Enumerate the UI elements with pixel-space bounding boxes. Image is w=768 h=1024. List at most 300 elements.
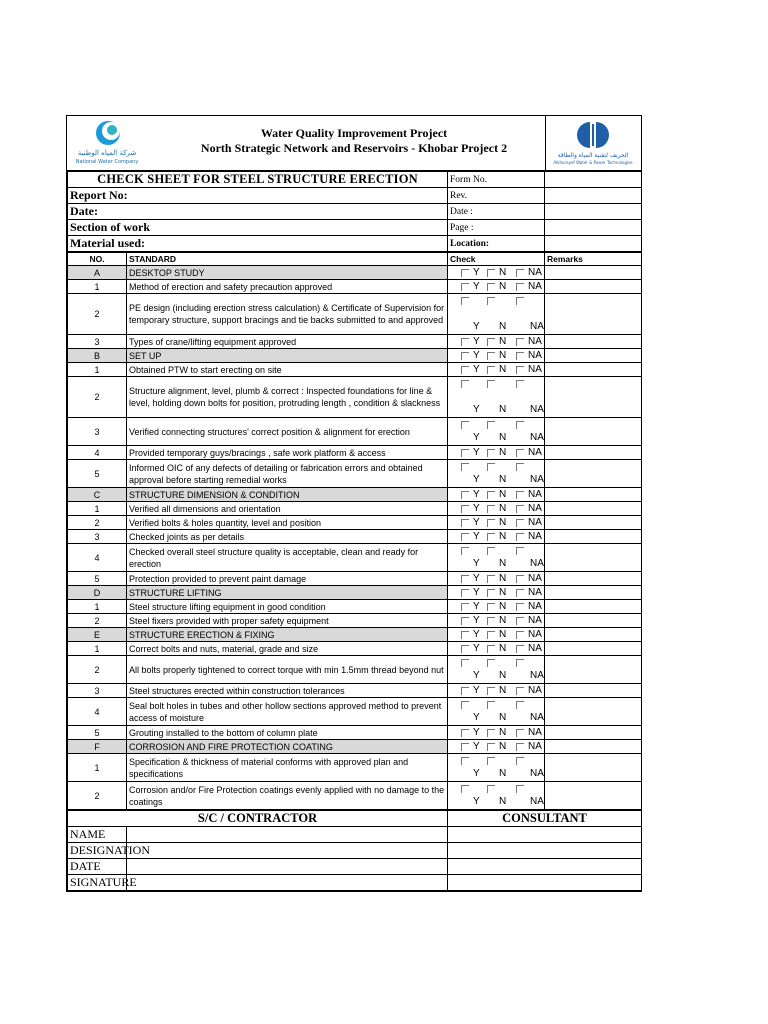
- rev-value[interactable]: [545, 188, 642, 204]
- checkbox-y[interactable]: [461, 366, 469, 374]
- option-y-label: Y: [473, 474, 480, 485]
- option-n-label: N: [499, 404, 507, 415]
- checkbox-na[interactable]: [516, 645, 524, 653]
- option-y-label: Y: [473, 670, 480, 681]
- rev-label: Rev.: [448, 188, 545, 204]
- contractor-field[interactable]: [127, 843, 448, 859]
- checkbox-n[interactable]: [487, 645, 495, 653]
- option-na-label: NA: [528, 336, 542, 347]
- checkbox-na[interactable]: [516, 283, 524, 291]
- row-number: 2: [68, 377, 127, 418]
- report-no-label: Report No:: [68, 188, 448, 204]
- option-y-label: Y: [473, 336, 480, 347]
- checkbox-y[interactable]: [461, 575, 469, 583]
- checkbox-n[interactable]: [487, 617, 495, 625]
- checkbox-n[interactable]: [487, 283, 495, 291]
- row-number: 4: [68, 446, 127, 460]
- row-standard: Protection provided to prevent paint damage: [127, 572, 448, 586]
- row-standard: Steel fixers provided with proper safety equipment: [127, 614, 448, 628]
- option-na-label: NA: [528, 517, 542, 528]
- checkbox-n[interactable]: [487, 449, 495, 457]
- checkbox-y[interactable]: [461, 743, 469, 751]
- checkbox-na[interactable]: [516, 729, 524, 737]
- nwc-logo-en: National Water Company: [75, 159, 139, 165]
- row-check: [448, 572, 545, 586]
- contractor-field[interactable]: [127, 875, 448, 891]
- option-na-label: NA: [528, 350, 542, 361]
- checkbox-n[interactable]: [487, 491, 495, 499]
- table-row: [68, 754, 642, 782]
- table-row: [68, 460, 642, 488]
- checkbox-y[interactable]: [461, 491, 469, 499]
- signoff-label: NAME: [68, 827, 127, 843]
- row-standard: Structure alignment, level, plumb & correct : Inspected foundations for line & level, holding down bolts for position, protruding length , condition & slackness: [127, 377, 448, 418]
- checkbox-na[interactable]: [516, 631, 524, 639]
- row-standard: Verified all dimensions and orientation: [127, 502, 448, 516]
- checkbox-y[interactable]: [461, 589, 469, 597]
- table-row: [68, 418, 642, 446]
- option-y-label: Y: [473, 517, 480, 528]
- page-value[interactable]: [545, 220, 642, 236]
- row-remarks[interactable]: [545, 544, 642, 572]
- checkbox-y[interactable]: [461, 687, 469, 695]
- option-n-label: N: [499, 364, 507, 375]
- row-check: [448, 684, 545, 698]
- section-row: [68, 349, 642, 363]
- checkbox-na[interactable]: [516, 421, 524, 429]
- row-remarks[interactable]: [545, 628, 642, 642]
- checkbox-n[interactable]: [487, 757, 495, 765]
- option-y-label: Y: [473, 267, 480, 278]
- signoff-row: [68, 875, 642, 891]
- row-remarks[interactable]: [545, 600, 642, 614]
- option-na-label: NA: [528, 741, 542, 752]
- row-standard: Corrosion and/or Fire Protection coatings evenly applied with no damage to the coatings: [127, 782, 448, 810]
- option-n-label: N: [499, 601, 507, 612]
- checkbox-y[interactable]: [461, 645, 469, 653]
- checkbox-na[interactable]: [516, 366, 524, 374]
- row-number: B: [68, 349, 127, 363]
- contractor-heading: S/C / CONTRACTOR: [68, 811, 448, 827]
- row-remarks[interactable]: [545, 530, 642, 544]
- option-y-label: Y: [473, 432, 480, 443]
- row-check: [448, 544, 545, 572]
- option-n-label: N: [499, 321, 507, 332]
- row-remarks[interactable]: [545, 614, 642, 628]
- option-na-label: NA: [528, 281, 542, 292]
- row-remarks[interactable]: [545, 294, 642, 335]
- checkbox-n[interactable]: [487, 603, 495, 611]
- checkbox-na[interactable]: [516, 297, 524, 305]
- row-check: [448, 516, 545, 530]
- checkbox-n[interactable]: [487, 421, 495, 429]
- option-na-label: NA: [528, 601, 542, 612]
- page-label: Page :: [448, 220, 545, 236]
- option-n-label: N: [499, 432, 507, 443]
- option-y-label: Y: [473, 447, 480, 458]
- checkbox-na[interactable]: [516, 785, 524, 793]
- section-row: [68, 488, 642, 502]
- row-check: [448, 335, 545, 349]
- check-sheet: [66, 115, 642, 892]
- checkbox-na[interactable]: [516, 701, 524, 709]
- table-row: [68, 600, 642, 614]
- table-row: [68, 726, 642, 740]
- checkbox-n[interactable]: [487, 631, 495, 639]
- location-value[interactable]: [545, 236, 642, 252]
- checkbox-na[interactable]: [516, 449, 524, 457]
- table-row: [68, 446, 642, 460]
- col-no: NO.: [68, 253, 127, 266]
- section-row: [68, 586, 642, 600]
- column-header-row: [68, 253, 642, 266]
- option-y-label: Y: [473, 587, 480, 598]
- checkbox-y[interactable]: [461, 463, 469, 471]
- table-row: [68, 502, 642, 516]
- option-y-label: Y: [473, 364, 480, 375]
- checkbox-y[interactable]: [461, 352, 469, 360]
- section-label: Section of work: [68, 220, 448, 236]
- row-number: 5: [68, 726, 127, 740]
- option-na-label: NA: [528, 573, 542, 584]
- contractor-field[interactable]: [127, 827, 448, 843]
- checkbox-y[interactable]: [461, 380, 469, 388]
- row-remarks[interactable]: [545, 572, 642, 586]
- checkbox-na[interactable]: [516, 352, 524, 360]
- checkbox-y[interactable]: [461, 785, 469, 793]
- national-water-company-logo: [67, 116, 163, 170]
- row-standard: All bolts properly tightened to correct torque with min 1.5mm thread beyond nut: [127, 656, 448, 684]
- project-title: Water Quality Improvement Project: [260, 126, 448, 140]
- table-row: [68, 335, 642, 349]
- alkhorayef-logo-ar: الخريف لتقنية المياه والطاقة: [557, 152, 629, 159]
- consultant-field[interactable]: [448, 875, 642, 891]
- row-standard: Steel structure lifting equipment in good condition: [127, 600, 448, 614]
- checkbox-y[interactable]: [461, 421, 469, 429]
- row-check: [448, 377, 545, 418]
- checkbox-na[interactable]: [516, 269, 524, 277]
- row-remarks[interactable]: [545, 698, 642, 726]
- row-check: [448, 754, 545, 782]
- row-check: [448, 349, 545, 363]
- section-title: DESKTOP STUDY: [127, 266, 448, 280]
- checkbox-y[interactable]: [461, 757, 469, 765]
- checkbox-y[interactable]: [461, 547, 469, 555]
- option-y-label: Y: [473, 796, 480, 807]
- option-n-label: N: [499, 685, 507, 696]
- option-y-label: Y: [473, 404, 480, 415]
- signoff-label: DESIGNATION: [68, 843, 127, 859]
- row-remarks[interactable]: [545, 266, 642, 280]
- checkbox-na[interactable]: [516, 338, 524, 346]
- option-n-label: N: [499, 573, 507, 584]
- checkbox-n[interactable]: [487, 338, 495, 346]
- row-remarks[interactable]: [545, 377, 642, 418]
- form-no-label: Form No.: [448, 172, 545, 188]
- option-na-label: NA: [528, 727, 542, 738]
- row-number: 3: [68, 335, 127, 349]
- section-row: [68, 740, 642, 754]
- col-standard: STANDARD: [127, 253, 448, 266]
- checkbox-na[interactable]: [516, 380, 524, 388]
- checkbox-n[interactable]: [487, 519, 495, 527]
- checkbox-na[interactable]: [516, 659, 524, 667]
- option-na-label: NA: [528, 587, 542, 598]
- row-remarks[interactable]: [545, 782, 642, 810]
- row-remarks[interactable]: [545, 488, 642, 502]
- row-number: E: [68, 628, 127, 642]
- checkbox-y[interactable]: [461, 505, 469, 513]
- option-y-label: Y: [473, 321, 480, 332]
- checkbox-n[interactable]: [487, 729, 495, 737]
- row-remarks[interactable]: [545, 280, 642, 294]
- row-check: [448, 294, 545, 335]
- option-n-label: N: [499, 267, 507, 278]
- row-number: 3: [68, 418, 127, 446]
- row-remarks[interactable]: [545, 349, 642, 363]
- checkbox-y[interactable]: [461, 631, 469, 639]
- row-number: 5: [68, 460, 127, 488]
- checkbox-n[interactable]: [487, 659, 495, 667]
- checkbox-y[interactable]: [461, 659, 469, 667]
- consultant-field[interactable]: [448, 843, 642, 859]
- location-label: Location:: [448, 236, 545, 252]
- option-n-label: N: [499, 643, 507, 654]
- signoff-row: [68, 859, 642, 875]
- checkbox-n[interactable]: [487, 547, 495, 555]
- signoff-label: SIGNATURE: [68, 875, 127, 891]
- signoff-table: [67, 810, 642, 891]
- option-y-label: Y: [473, 615, 480, 626]
- row-check: [448, 530, 545, 544]
- checkbox-y[interactable]: [461, 297, 469, 305]
- nwc-logo-ar: شركة المياه الوطنية: [77, 149, 137, 157]
- checkbox-n[interactable]: [487, 380, 495, 388]
- option-y-label: Y: [473, 558, 480, 569]
- option-na-label: NA: [528, 267, 542, 278]
- option-n-label: N: [499, 489, 507, 500]
- option-y-label: Y: [473, 281, 480, 292]
- table-row: [68, 294, 642, 335]
- row-check: [448, 363, 545, 377]
- checkbox-na[interactable]: [516, 743, 524, 751]
- table-row: [68, 684, 642, 698]
- row-remarks[interactable]: [545, 754, 642, 782]
- checkbox-y[interactable]: [461, 519, 469, 527]
- option-na-label: NA: [528, 364, 542, 375]
- alkhorayef-logo-en: Alkhorayef Water & Power Technologies: [553, 160, 633, 165]
- option-y-label: Y: [473, 741, 480, 752]
- consultant-field[interactable]: [448, 859, 642, 875]
- checkbox-na[interactable]: [516, 547, 524, 555]
- row-check: [448, 488, 545, 502]
- checkbox-n[interactable]: [487, 269, 495, 277]
- sheet-title: CHECK SHEET FOR STEEL STRUCTURE ERECTION: [68, 172, 448, 188]
- row-standard: Verified bolts & holes quantity, level and position: [127, 516, 448, 530]
- row-standard: Checked overall steel structure quality is acceptable, clean and ready for erection: [127, 544, 448, 572]
- row-number: 2: [68, 656, 127, 684]
- row-remarks[interactable]: [545, 656, 642, 684]
- row-number: 2: [68, 294, 127, 335]
- row-number: D: [68, 586, 127, 600]
- col-remarks: Remarks: [545, 253, 642, 266]
- row-number: A: [68, 266, 127, 280]
- option-y-label: Y: [473, 503, 480, 514]
- row-check: [448, 418, 545, 446]
- option-y-label: Y: [473, 573, 480, 584]
- option-n-label: N: [499, 447, 507, 458]
- checkbox-n[interactable]: [487, 366, 495, 374]
- row-standard: Checked joints as per details: [127, 530, 448, 544]
- checkbox-n[interactable]: [487, 297, 495, 305]
- row-number: 2: [68, 614, 127, 628]
- option-n-label: N: [499, 281, 507, 292]
- row-remarks[interactable]: [545, 446, 642, 460]
- option-n-label: N: [499, 336, 507, 347]
- row-remarks[interactable]: [545, 460, 642, 488]
- col-check: Check: [448, 253, 545, 266]
- option-y-label: Y: [473, 727, 480, 738]
- table-row: [68, 642, 642, 656]
- row-standard: Seal bolt holes in tubes and other hollow sections approved method to prevent access of moisture: [127, 698, 448, 726]
- row-check: [448, 446, 545, 460]
- checkbox-y[interactable]: [461, 283, 469, 291]
- row-number: 2: [68, 516, 127, 530]
- checkbox-y[interactable]: [461, 701, 469, 709]
- row-standard: Method of erection and safety precaution approved: [127, 280, 448, 294]
- section-title: CORROSION AND FIRE PROTECTION COATING: [127, 740, 448, 754]
- table-row: [68, 363, 642, 377]
- checkbox-y[interactable]: [461, 269, 469, 277]
- alkhorayef-logo: [545, 116, 641, 170]
- option-y-label: Y: [473, 601, 480, 612]
- checkbox-na[interactable]: [516, 589, 524, 597]
- date-value[interactable]: [545, 204, 642, 220]
- row-standard: Verified connecting structures' correct position & alignment for erection: [127, 418, 448, 446]
- checkbox-na[interactable]: [516, 687, 524, 695]
- signoff-row: [68, 843, 642, 859]
- row-number: 1: [68, 600, 127, 614]
- option-na-label: NA: [530, 712, 544, 723]
- form-no-value[interactable]: [545, 172, 642, 188]
- row-standard: Informed OIC of any defects of detailing or fabrication errors and obtained approval before starting remedial works: [127, 460, 448, 488]
- row-remarks[interactable]: [545, 516, 642, 530]
- row-remarks[interactable]: [545, 363, 642, 377]
- row-remarks[interactable]: [545, 684, 642, 698]
- option-na-label: NA: [530, 670, 544, 681]
- nwc-logo-icon: [67, 116, 163, 170]
- checkbox-n[interactable]: [487, 463, 495, 471]
- checkbox-na[interactable]: [516, 603, 524, 611]
- section-title: STRUCTURE DIMENSION & CONDITION: [127, 488, 448, 502]
- contractor-field[interactable]: [127, 859, 448, 875]
- option-n-label: N: [499, 474, 507, 485]
- option-na-label: NA: [530, 558, 544, 569]
- row-number: 1: [68, 754, 127, 782]
- checkbox-n[interactable]: [487, 687, 495, 695]
- row-remarks[interactable]: [545, 502, 642, 516]
- signoff-label: DATE: [68, 859, 127, 875]
- row-remarks[interactable]: [545, 740, 642, 754]
- row-remarks[interactable]: [545, 642, 642, 656]
- checkbox-n[interactable]: [487, 352, 495, 360]
- row-check: [448, 614, 545, 628]
- option-na-label: NA: [530, 321, 544, 332]
- checkbox-n[interactable]: [487, 589, 495, 597]
- row-check: [448, 740, 545, 754]
- option-n-label: N: [499, 629, 507, 640]
- row-number: C: [68, 488, 127, 502]
- project-titles: [163, 116, 545, 170]
- row-check: [448, 460, 545, 488]
- checkbox-n[interactable]: [487, 785, 495, 793]
- row-remarks[interactable]: [545, 335, 642, 349]
- option-na-label: NA: [530, 474, 544, 485]
- row-number: 1: [68, 280, 127, 294]
- checkbox-y[interactable]: [461, 617, 469, 625]
- checkbox-n[interactable]: [487, 575, 495, 583]
- row-number: 5: [68, 572, 127, 586]
- checkbox-n[interactable]: [487, 743, 495, 751]
- table-row: [68, 377, 642, 418]
- checkbox-na[interactable]: [516, 505, 524, 513]
- row-check: [448, 782, 545, 810]
- option-na-label: NA: [530, 404, 544, 415]
- row-number: 2: [68, 782, 127, 810]
- checkbox-y[interactable]: [461, 449, 469, 457]
- checkbox-y[interactable]: [461, 603, 469, 611]
- table-row: [68, 572, 642, 586]
- checkbox-y[interactable]: [461, 729, 469, 737]
- row-remarks[interactable]: [545, 586, 642, 600]
- option-y-label: Y: [473, 768, 480, 779]
- checkbox-na[interactable]: [516, 617, 524, 625]
- checkbox-na[interactable]: [516, 519, 524, 527]
- date-label: Date:: [68, 204, 448, 220]
- checkbox-na[interactable]: [516, 575, 524, 583]
- section-title: STRUCTURE ERECTION & FIXING: [127, 628, 448, 642]
- table-row: [68, 530, 642, 544]
- checkbox-na[interactable]: [516, 533, 524, 541]
- option-na-label: NA: [528, 643, 542, 654]
- option-y-label: Y: [473, 489, 480, 500]
- option-na-label: NA: [530, 796, 544, 807]
- row-number: 4: [68, 698, 127, 726]
- option-n-label: N: [499, 587, 507, 598]
- table-row: [68, 614, 642, 628]
- date-right-label: Date :: [448, 204, 545, 220]
- row-number: 1: [68, 642, 127, 656]
- row-remarks[interactable]: [545, 418, 642, 446]
- table-row: [68, 516, 642, 530]
- checkbox-y[interactable]: [461, 533, 469, 541]
- consultant-field[interactable]: [448, 827, 642, 843]
- checkbox-y[interactable]: [461, 338, 469, 346]
- checkbox-n[interactable]: [487, 533, 495, 541]
- checkbox-na[interactable]: [516, 757, 524, 765]
- row-number: 1: [68, 502, 127, 516]
- option-n-label: N: [499, 796, 507, 807]
- section-row: [68, 266, 642, 280]
- checkbox-na[interactable]: [516, 463, 524, 471]
- checkbox-n[interactable]: [487, 505, 495, 513]
- row-remarks[interactable]: [545, 726, 642, 740]
- row-check: [448, 600, 545, 614]
- checkbox-n[interactable]: [487, 701, 495, 709]
- option-na-label: NA: [528, 447, 542, 458]
- row-check: [448, 698, 545, 726]
- checkbox-na[interactable]: [516, 491, 524, 499]
